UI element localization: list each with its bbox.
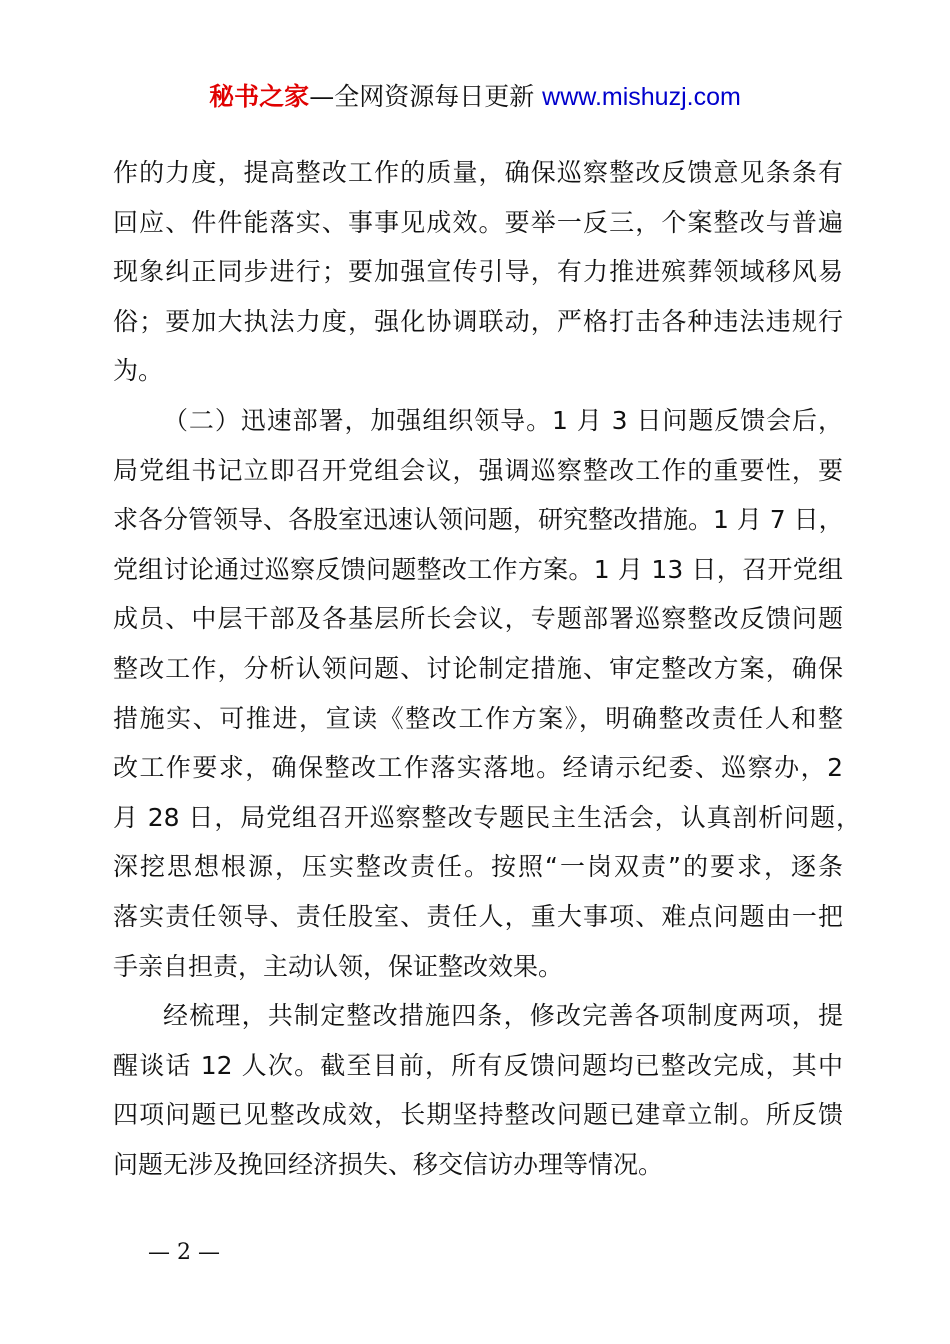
text-line: 现象纠正同步进行；要加强宣传引导，有力推进殡葬领域移风易	[113, 257, 843, 287]
site-url-link[interactable]: www.mishuzj.com	[542, 83, 741, 111]
text-line: 整改工作，分析认领问题、讨论制定措施、审定整改方案，确保	[113, 653, 843, 683]
text-line: 求各分管领导、各股室迅速认领问题，研究整改措施。1 月 7 日，	[113, 505, 844, 535]
text-line: 作的力度，提高整改工作的质量，确保巡察整改反馈意见条条有	[113, 158, 843, 187]
text-line: 措施实、可推进，宣读《整改工作方案》，明确整改责任人和整	[113, 703, 843, 733]
text-line: 改工作要求，确保整改工作落实落地。经请示纪委、巡察办，2	[113, 753, 843, 783]
site-header	[0, 80, 950, 114]
text-line: 落实责任领导、责任股室、责任人，重大事项、难点问题由一把	[113, 901, 843, 931]
text-line: 回应、件件能落实、事事见成效。要举一反三，个案整改与普遍	[113, 207, 843, 237]
text-line: 为。	[113, 356, 164, 386]
header-tagline: —全网资源每日更新	[309, 82, 535, 111]
text-line: 党组讨论通过巡察反馈问题整改工作方案。1 月 13 日，召开党组	[113, 554, 843, 584]
section-heading-line: （二）迅速部署，加强组织领导。1 月 3 日问题反馈会后，	[163, 405, 843, 435]
text-line: 问题无涉及挽回经济损失、移交信访办理等情况。	[113, 1149, 664, 1179]
text-line: 手亲自担责，主动认领，保证整改效果。	[113, 951, 564, 981]
text-line: 醒谈话 12 人次。截至目前，所有反馈问题均已整改完成，其中	[113, 1050, 843, 1080]
body-text	[113, 148, 861, 1189]
paragraph-start-line: 经梳理，共制定整改措施四条，修改完善各项制度两项，提	[163, 1001, 843, 1031]
text-line: 深挖思想根源，压实整改责任。按照“一岗双责”的要求，逐条	[113, 852, 843, 882]
page-number: — 2 —	[148, 1240, 220, 1265]
text-line: 成员、中层干部及各基层所长会议，专题部署巡察整改反馈问题	[113, 604, 843, 634]
brand-name: 秘书之家	[209, 82, 310, 111]
text-line: 月 28 日，局党组召开巡察整改专题民主生活会，认真剖析问题，	[113, 802, 861, 832]
text-line: 局党组书记立即召开党组会议，强调巡察整改工作的重要性，要	[113, 455, 843, 485]
text-line: 俗；要加大执法力度，强化协调联动，严格打击各种违法违规行	[113, 306, 843, 336]
text-line: 四项问题已见整改成效，长期坚持整改问题已建章立制。所反馈	[113, 1100, 843, 1130]
